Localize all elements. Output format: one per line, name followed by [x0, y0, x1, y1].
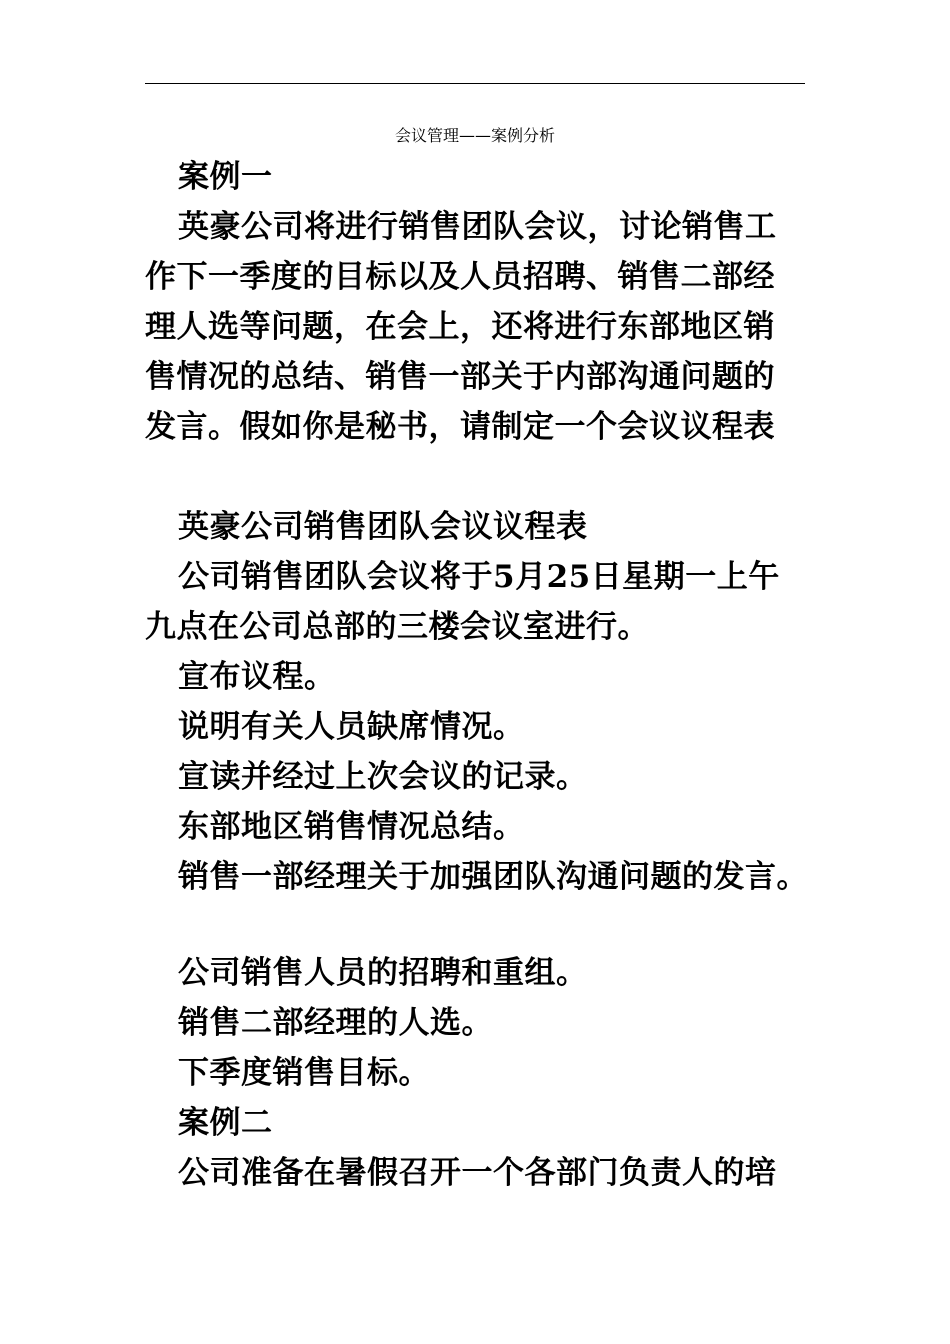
agenda-item: 下季度销售目标。 — [178, 1055, 430, 1091]
agenda-item: 宣读并经过上次会议的记录。 — [178, 759, 588, 795]
agenda-item: 宣布议程。 — [178, 659, 336, 695]
header-rule — [145, 83, 805, 84]
agenda-title: 英豪公司销售团队会议议程表 — [178, 509, 588, 545]
agenda-item: 销售一部经理关于加强团队沟通问题的发言。 — [178, 859, 808, 895]
case2-prompt: 公司准备在暑假召开一个各部门负责人的培 — [178, 1155, 777, 1191]
case1-prompt: 英豪公司将进行销售团队会议，讨论销售工作下一季度的目标以及人员招聘、销售二部经理人选等问题，在会上，还将进行东部地区销售情况的总结、销售一部关于内部沟通问题的发言。假如你是秘书，请制定一个会议议程表 — [145, 209, 777, 445]
agenda-item: 销售二部经理的人选。 — [178, 1005, 493, 1041]
agenda-item: 说明有关人员缺席情况。 — [178, 709, 525, 745]
case1-heading: 案例一 — [178, 159, 273, 195]
paragraph-gap — [145, 452, 805, 502]
running-title: 会议管理——案例分析 — [394, 126, 555, 145]
agenda-item: 东部地区销售情况总结。 — [178, 809, 525, 845]
agenda-intro: 公司销售团队会议将于5月25日星期一上午九点在公司总部的三楼会议室进行。 — [145, 559, 780, 645]
document-body — [145, 152, 808, 1198]
agenda-item: 公司销售人员的招聘和重组。 — [178, 955, 588, 991]
paragraph-gap — [145, 902, 805, 948]
case2-heading: 案例二 — [178, 1105, 273, 1141]
